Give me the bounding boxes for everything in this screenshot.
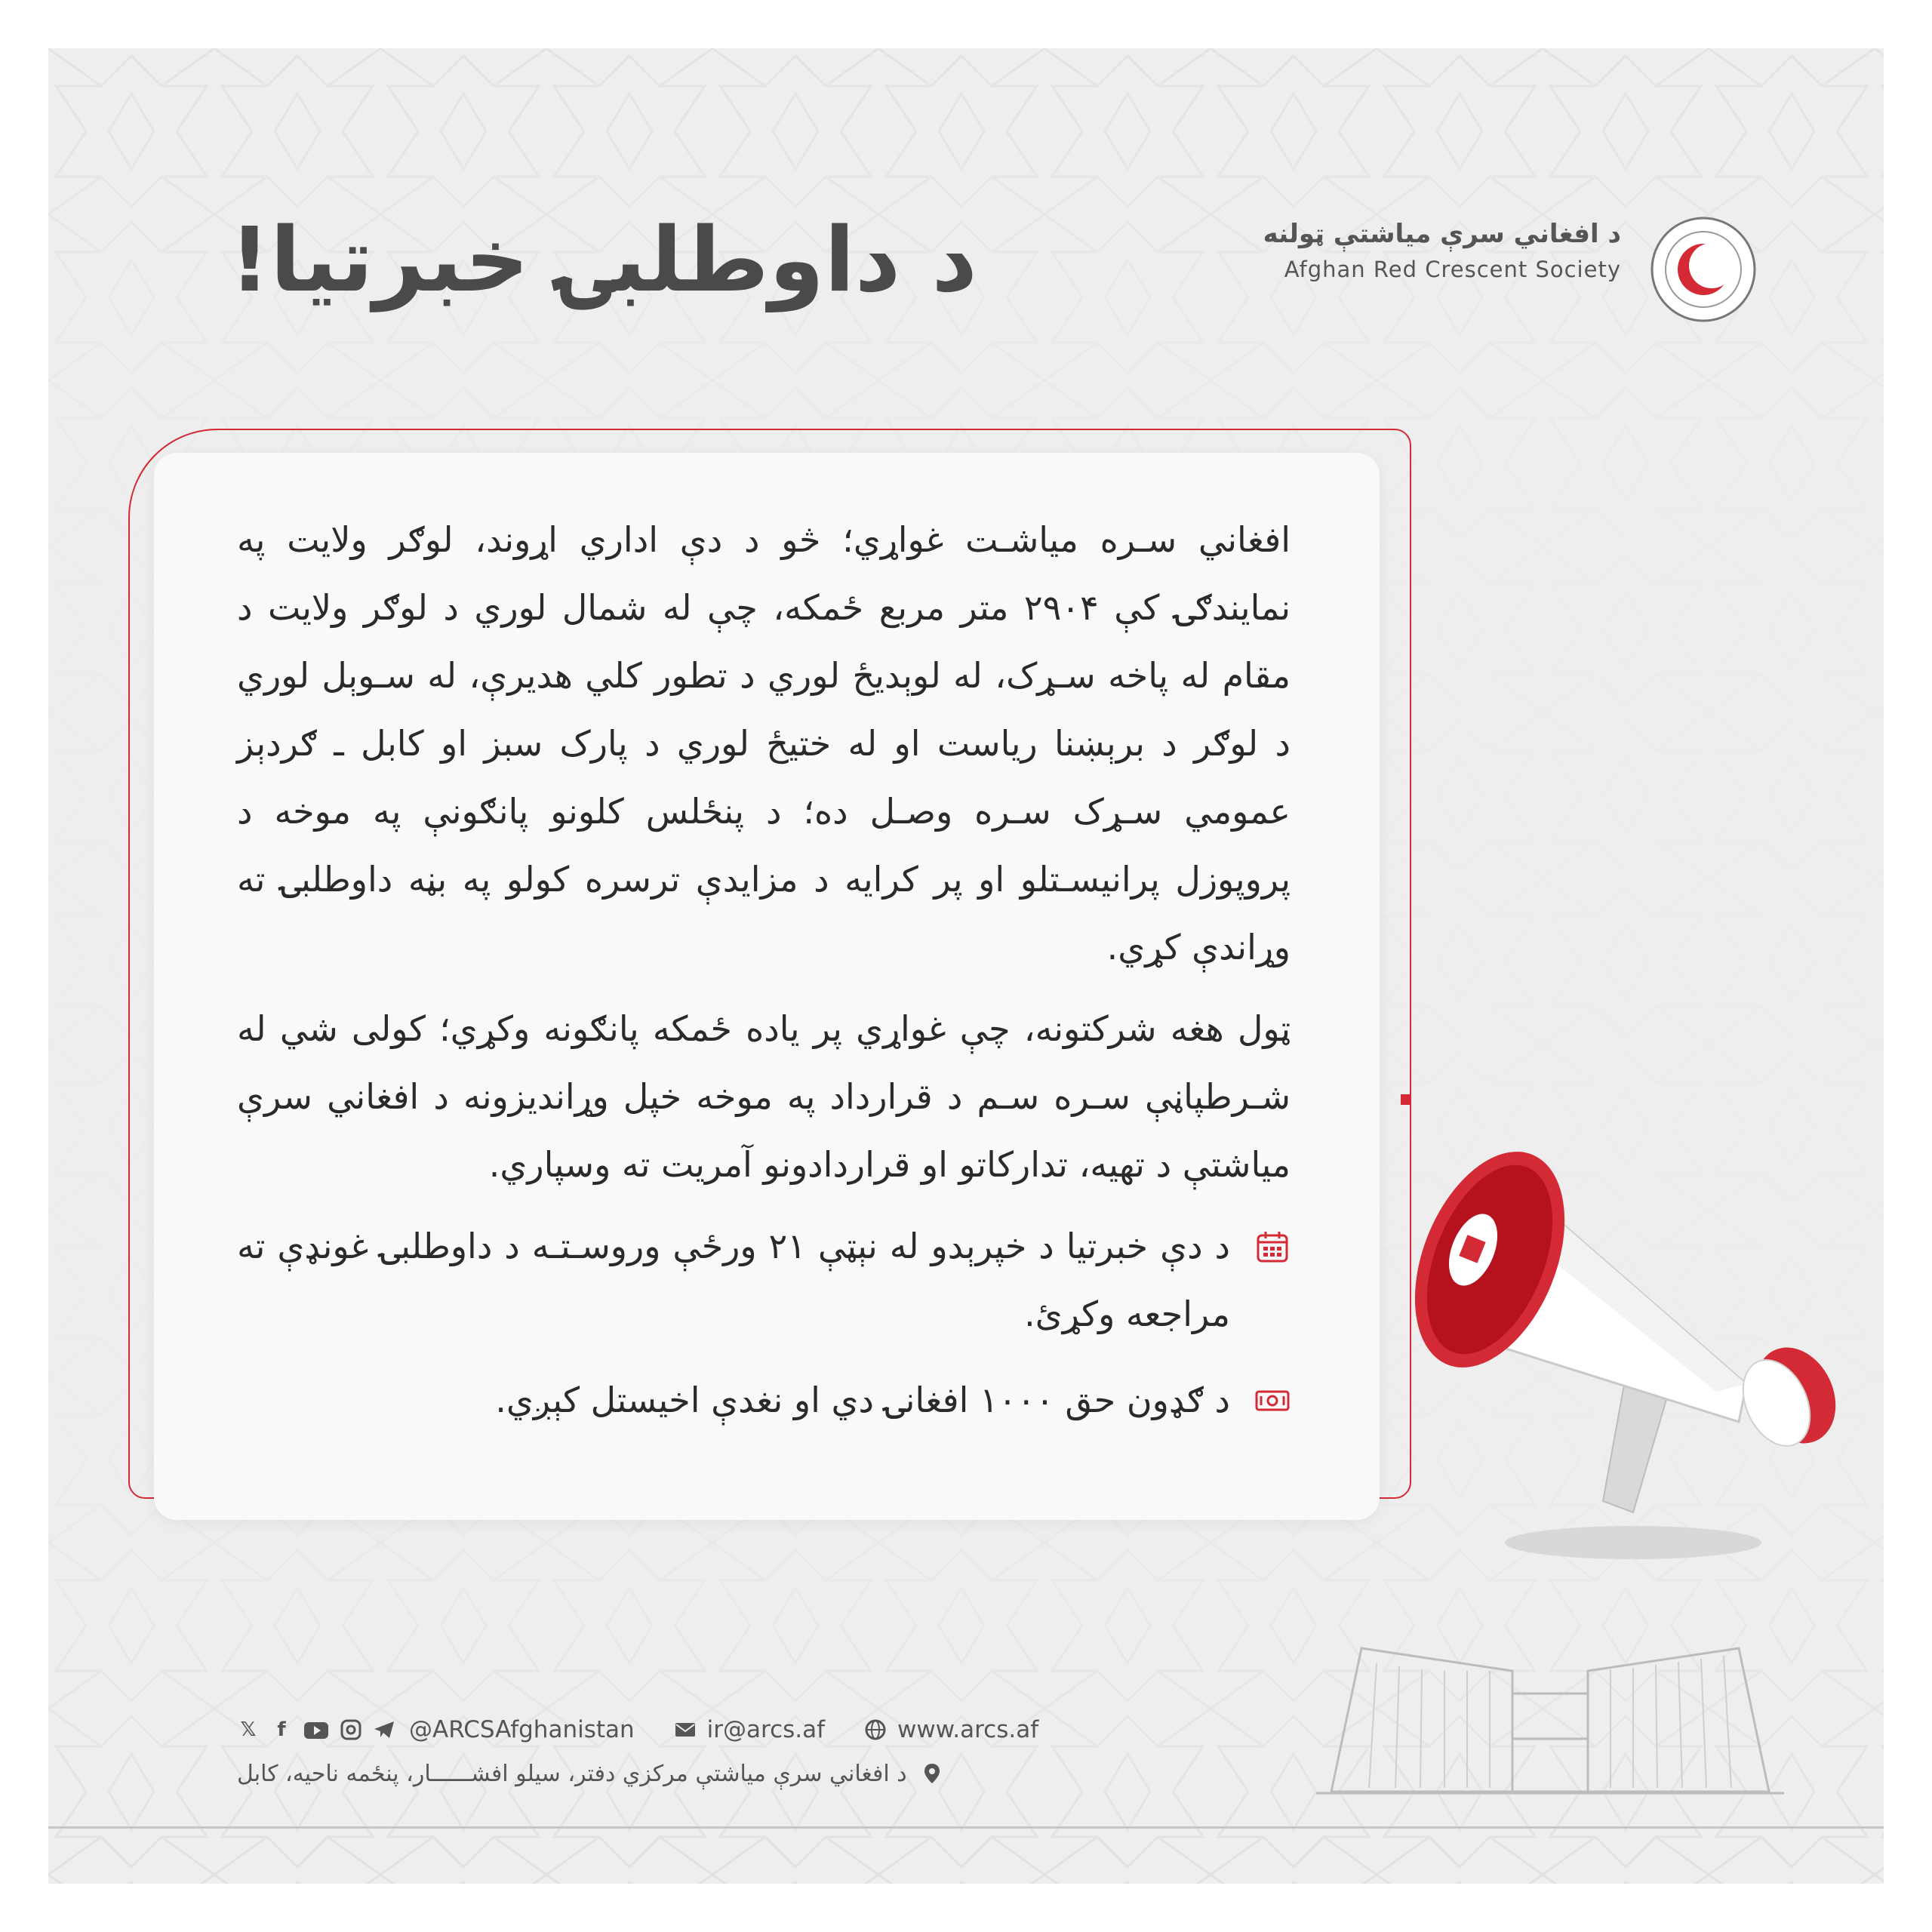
globe-icon bbox=[864, 1718, 887, 1741]
email-contact[interactable] bbox=[674, 1716, 825, 1743]
instagram-icon[interactable] bbox=[340, 1718, 362, 1741]
bullet-meeting-date-text: د دې خبرتیا د خپرېدو له نېټې ۲۱ ورځې وروسـتـه د داوطلبۍ غونډې ته مراجعه وکړئ. bbox=[237, 1226, 1231, 1334]
email-text: ir@arcs.af bbox=[706, 1716, 826, 1743]
paragraph-land-description: افغاني سـره میاشـت غواړي؛ څو د دې اداري اړوند، لوګر ولایت په نمایندګۍ کې ۲۹۰۴ متر مربع ځمکه، چې له شمال لوري د لوګر ولایت د مقام له پاخه سـړک، له لوېديځ لوري د تطور کلي هدیرې، له سـوېل لوري د لوګر د برېښنا ریاست او له ختيځ لوري د پارک سبز او کابل ـ ګردېز عمومي سـړک سـره وصـل ده؛ د پنځلس کلونو پانګونې په موخه د پروپوزل پرانیسـتلو او پر کرایه د مزایدې ترسره کولو په بڼه داوطلبۍ ته وړاندې کړي. bbox=[237, 519, 1291, 968]
mail-icon bbox=[674, 1718, 697, 1741]
announcement-card bbox=[154, 453, 1380, 1520]
paragraph-companies: ټول هغه شرکتونه، چې غواړي پر یاده ځمکه پانګونه وکړي؛ کولی شي له شـرطپاڼې سـره سـم د قرارداد په موخه خپل وړاندیزونه د افغاني سرې میاشتې د تهیه، تدارکاتو او قراردادونو آمریت ته وسپاري. bbox=[237, 1008, 1291, 1185]
telegram-icon[interactable] bbox=[373, 1718, 395, 1741]
calendar-icon bbox=[1254, 1229, 1291, 1265]
social-handle[interactable]: @ARCSAfghanistan bbox=[409, 1716, 635, 1743]
organization-name-pashto: د افغاني سرې میاشتې ټولنه bbox=[1263, 219, 1621, 249]
money-icon bbox=[1254, 1383, 1291, 1419]
poster bbox=[48, 48, 1884, 1884]
bullet-participation-fee bbox=[237, 1366, 1291, 1434]
page-title: د داوطلبۍ خبرتیا! bbox=[229, 208, 977, 312]
x-icon[interactable]: 𝕏 bbox=[240, 1718, 257, 1741]
website-contact[interactable] bbox=[864, 1716, 1038, 1743]
website-text: www.arcs.af bbox=[897, 1716, 1039, 1743]
footer bbox=[237, 1712, 1067, 1792]
building-illustration-icon bbox=[1316, 1618, 1784, 1799]
location-pin-icon bbox=[921, 1762, 943, 1785]
megaphone-icon bbox=[1384, 1090, 1852, 1573]
youtube-icon[interactable] bbox=[303, 1718, 329, 1741]
address-text: د افغاني سرې میاشتې مرکزي دفتر، سیلو افشــــــار، پنځمه ناحیه، کابل bbox=[237, 1760, 907, 1787]
footer-divider bbox=[48, 1826, 1884, 1829]
facebook-icon[interactable]: f bbox=[277, 1718, 286, 1741]
announcement-body bbox=[237, 506, 1291, 1452]
organization-name-english: Afghan Red Crescent Society bbox=[1284, 257, 1621, 282]
footer-contacts bbox=[237, 1712, 1067, 1748]
bullet-participation-fee-text: د ګډون حق ۱۰۰۰ افغانۍ دي او نغدې اخیستل کېږي. bbox=[495, 1380, 1230, 1420]
social-icons bbox=[237, 1718, 395, 1741]
red-crescent-logo-icon bbox=[1650, 216, 1757, 323]
address-row bbox=[237, 1755, 1067, 1792]
bullet-meeting-date bbox=[237, 1212, 1291, 1348]
organization-block bbox=[1093, 219, 1621, 282]
